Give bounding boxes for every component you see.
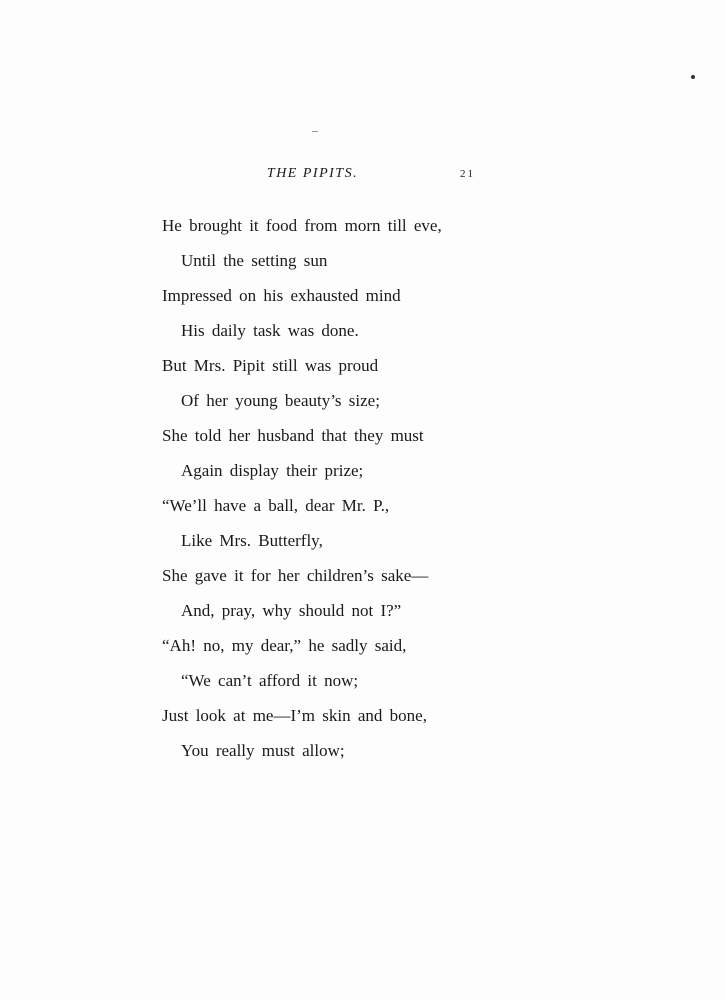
poem-line: But Mrs. Pipit still was proud	[162, 356, 379, 375]
poem	[0, 212, 725, 772]
poem-line: He brought it food from morn till eve,	[162, 216, 442, 235]
page-number: 21	[460, 168, 475, 180]
print-speck	[691, 75, 695, 79]
poem-line: Until the setting sun	[181, 251, 328, 270]
poem-line: His daily task was done.	[181, 321, 359, 340]
poem-line: You really must allow;	[181, 741, 345, 760]
poem-line: Just look at me—I’m skin and bone,	[162, 706, 427, 725]
poem-line: She told her husband that they must	[162, 426, 424, 445]
print-mark	[312, 131, 318, 132]
poem-line: Again display their prize;	[181, 461, 364, 480]
poem-line: “Ah! no, my dear,” he sadly said,	[162, 636, 407, 655]
poem-line: “We can’t afford it now;	[181, 671, 359, 690]
poem-line: And, pray, why should not I?”	[181, 601, 402, 620]
poem-line: Like Mrs. Butterfly,	[181, 531, 323, 550]
poem-line: She gave it for her children’s sake—	[162, 566, 429, 585]
poem-line: “We’ll have a ball, dear Mr. P.,	[162, 496, 390, 515]
poem-line: Impressed on his exhausted mind	[162, 286, 401, 305]
poem-line: Of her young beauty’s size;	[181, 391, 380, 410]
running-title: THE PIPITS.	[266, 166, 359, 181]
